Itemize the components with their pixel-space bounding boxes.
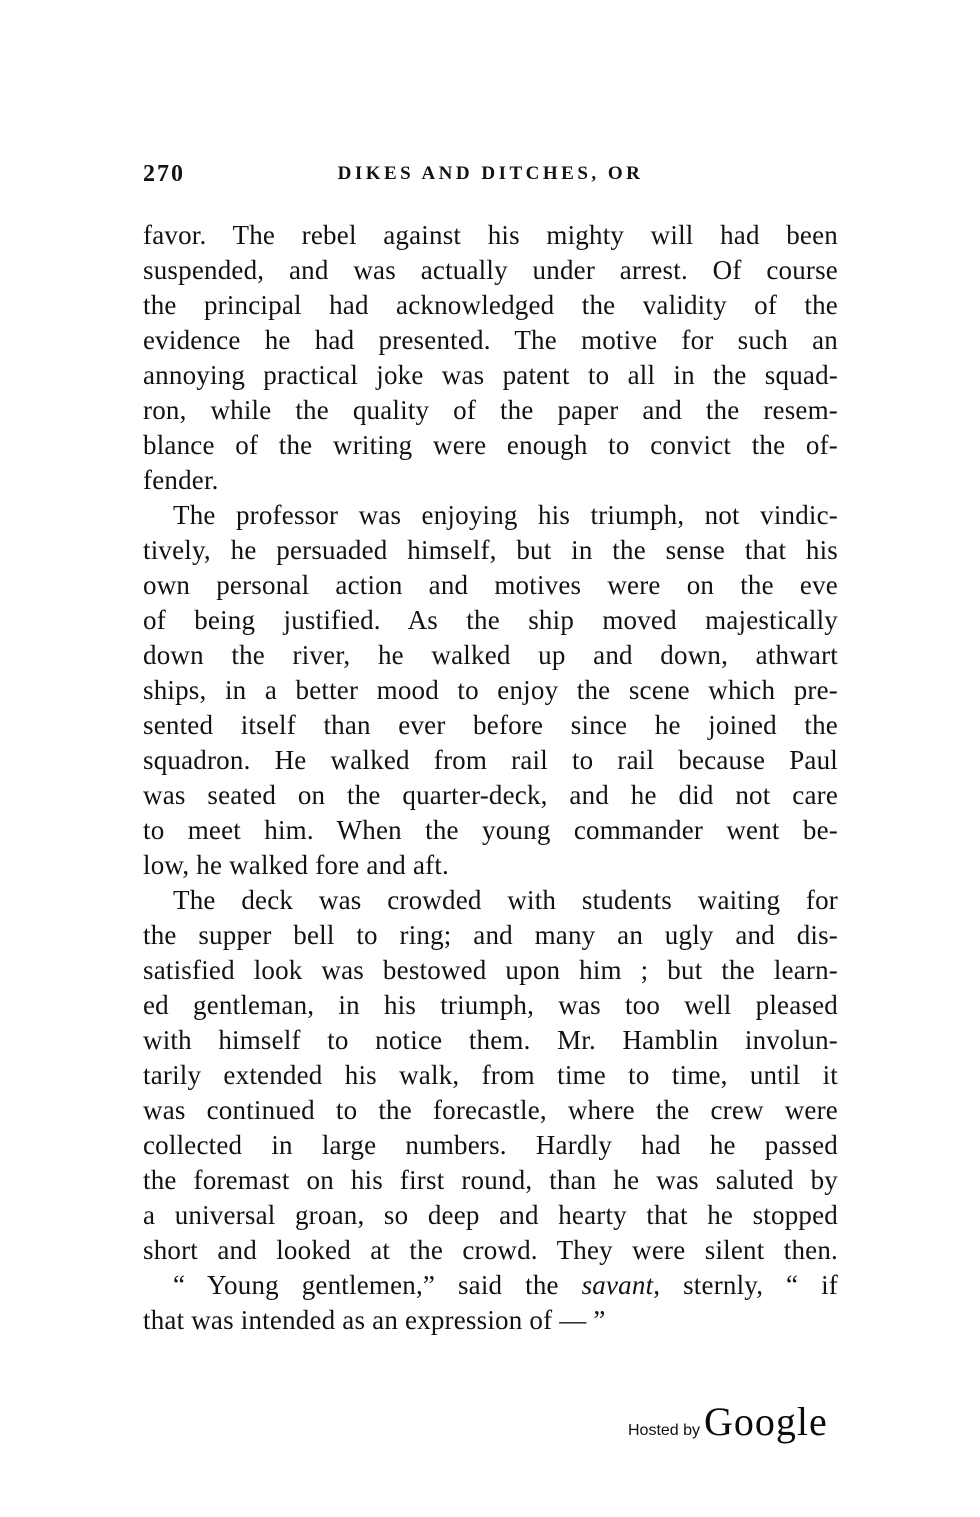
text-line: a universal groan, so deep and hearty that he stopped — [143, 1200, 838, 1230]
text-line: the supper bell to ring; and many an ugly and dis- — [143, 920, 838, 950]
line-segment: “ Young gentlemen,” said the — [173, 1270, 582, 1300]
google-logo: Google — [704, 1399, 828, 1444]
running-header — [143, 160, 838, 190]
line-segment: , sternly, “ if — [653, 1270, 838, 1300]
text-line: the principal had acknowledged the validity of the — [143, 290, 838, 320]
text-line: The deck was crowded with students waiting for — [173, 885, 838, 915]
text-line: tively, he persuaded himself, but in the sense that his — [143, 535, 838, 565]
text-line: satisfied look was bestowed upon him ; but the learn- — [143, 955, 838, 985]
text-line: annoying practical joke was patent to all in the squad- — [143, 360, 838, 390]
text-line: squadron. He walked from rail to rail because Paul — [143, 745, 838, 775]
text-line: of being justified. As the ship moved majestically — [143, 605, 838, 635]
text-line: favor. The rebel against his mighty will had been — [143, 220, 838, 250]
running-title: DIKES AND DITCHES, OR — [337, 163, 644, 184]
text-line — [143, 1268, 838, 1303]
body-text — [143, 218, 838, 1338]
text-line: short and looked at the crowd. They were silent then. — [143, 1235, 838, 1265]
text-line: ed gentleman, in his triumph, was too well pleased — [143, 990, 838, 1020]
text-line: ships, in a better mood to enjoy the scene which pre- — [143, 675, 838, 705]
text-line: fender. — [143, 465, 219, 495]
text-line: with himself to notice them. Mr. Hamblin involun- — [143, 1025, 838, 1055]
page-number: 270 — [143, 161, 185, 187]
text-line: evidence he had presented. The motive for such an — [143, 325, 838, 355]
footer — [628, 1398, 828, 1445]
text-line: that was intended as an expression of — ” — [143, 1305, 606, 1335]
text-line: to meet him. When the young commander went be- — [143, 815, 838, 845]
text-line: own personal action and motives were on the eve — [143, 570, 838, 600]
text-line: suspended, and was actually under arrest. Of course — [143, 255, 838, 285]
text-line: collected in large numbers. Hardly had he passed — [143, 1130, 838, 1160]
text-line: low, he walked fore and aft. — [143, 850, 449, 880]
text-line: was continued to the forecastle, where the crew were — [143, 1095, 838, 1125]
text-line: blance of the writing were enough to convict the of- — [143, 430, 838, 460]
hosted-by-label: Hosted by — [628, 1422, 701, 1439]
text-line: sented itself than ever before since he joined the — [143, 710, 838, 740]
text-line: tarily extended his walk, from time to time, until it — [143, 1060, 838, 1090]
italic-word: savant — [581, 1270, 654, 1300]
text-line: ron, while the quality of the paper and the resem- — [143, 395, 838, 425]
text-line: down the river, he walked up and down, athwart — [143, 640, 838, 670]
text-line: The professor was enjoying his triumph, not vindic- — [173, 500, 838, 530]
text-line: was seated on the quarter-deck, and he did not care — [143, 780, 838, 810]
text-line: the foremast on his first round, than he was saluted by — [143, 1165, 838, 1195]
